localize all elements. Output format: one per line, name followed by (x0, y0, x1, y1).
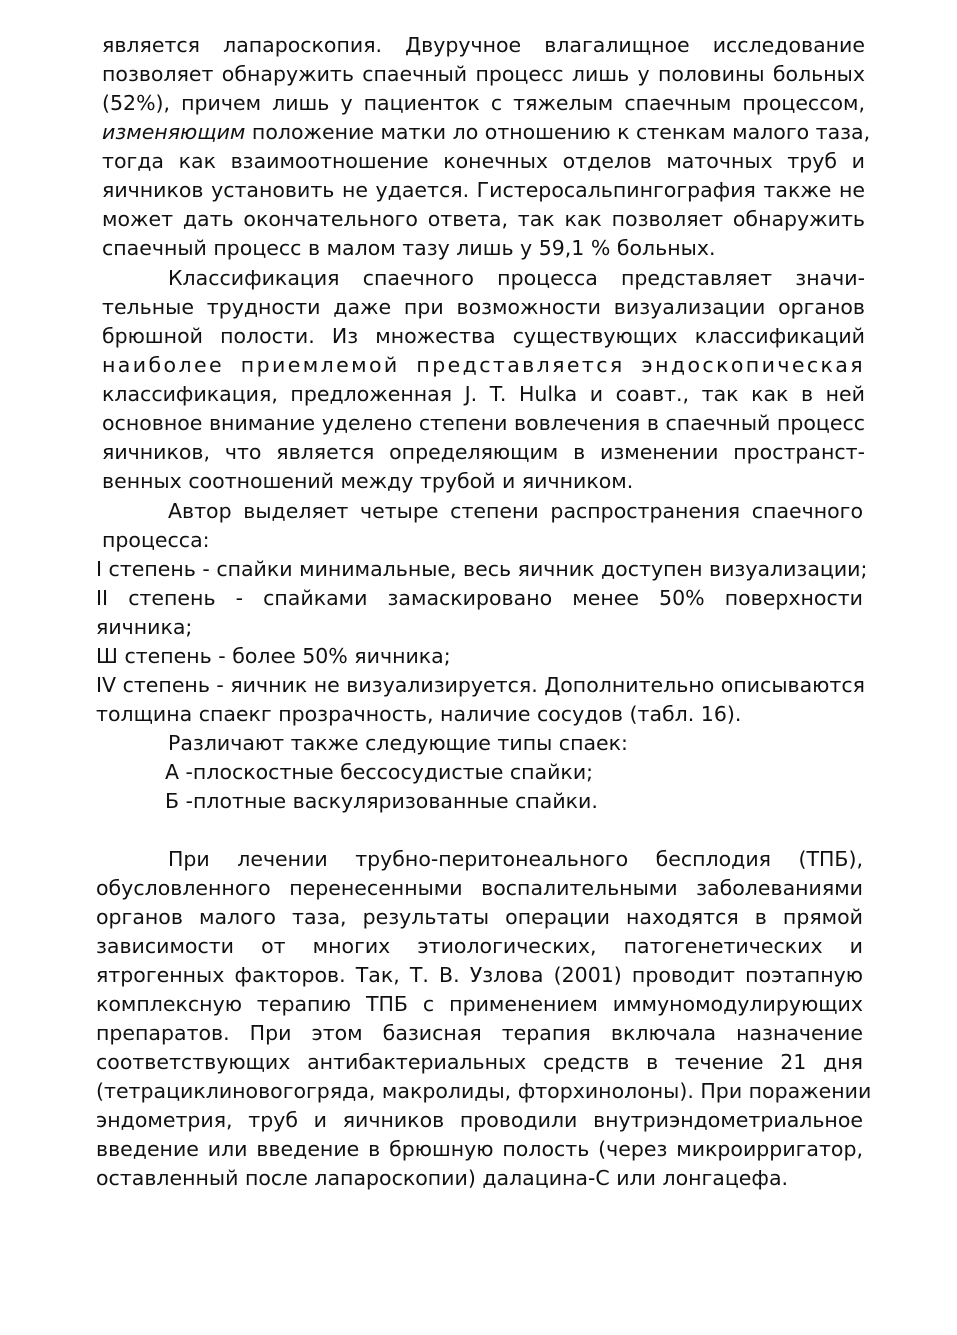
text-line: является лапароскопия. Двуручное влагалищное исследование (102, 33, 865, 57)
text-line: введение или введение в брюшную полость (через микроирригатор, (96, 1137, 863, 1161)
text-line: основное внимание уделено степени вовлечения в спаечный процесс (102, 411, 865, 435)
paragraph-first-line: Классификация спаечного процесса представляет значи- (168, 266, 865, 290)
list-item-type-b: Б -плотные васкуляризованные спайки. (165, 789, 598, 813)
text-line: процесса: (102, 528, 210, 552)
text-line: брюшной полости. Из множества существующих классификаций (102, 324, 865, 348)
text-line: комплексную терапию ТПБ с применением иммуномодулирующих (96, 992, 863, 1016)
text-fragment: положение матки ло отношению к стенкам малого таза, (251, 120, 871, 144)
text-line: классификация, предложенная J. T. Hulka и соавт., так как в ней (102, 382, 865, 406)
text-line: спаечный процесс в малом тазу лишь у 59,1 % больных. (102, 236, 716, 260)
text-line: яичника; (96, 615, 193, 639)
text-line: (52%), причем лишь у пациенток с тяжелым спаечным процессом, (102, 91, 865, 115)
list-item-degree-4: IV степень - яичник не визуализируется. Дополнительно описываются (96, 673, 865, 697)
text-line: позволяет обнаружить спаечный процесс лишь у половины больных (102, 62, 865, 86)
text-line: может дать окончательного ответа, так как позволяет обнаружить (102, 207, 865, 231)
text-line: оставленный после лапароскопии) далацина-С или лонгацефа. (96, 1166, 789, 1190)
text-line: ятрогенных факторов. Так, Т. В. Узлова (2001) проводит поэтапную (96, 963, 863, 987)
text-line: эндометрия, труб и яичников проводили внутриэндометриальное (96, 1108, 863, 1132)
text-line: тельные трудности даже при возможности визуализации органов (102, 295, 865, 319)
text-line: Различают также следующие типы спаек: (168, 731, 628, 755)
text-line-mixed (102, 118, 871, 147)
text-line: тогда как взаимоотношение конечных отделов маточных труб и (102, 149, 865, 173)
text-line: толщина спаекг прозрачность, наличие сосудов (табл. 16). (96, 702, 742, 726)
text-line: органов малого таза, результаты операции находятся в прямой (96, 905, 863, 929)
text-line: яичников установить не удается. Гистеросальпингография также не (102, 178, 865, 202)
list-item-degree-3: Ш степень - более 50% яичника; (96, 644, 451, 668)
text-line: наиболее приемлемой представляется эндоскопическая (102, 353, 865, 377)
paragraph-first-line: При лечении трубно-перитонеального бесплодия (ТПБ), (168, 847, 863, 871)
text-line: яичников, что является определяющим в изменении пространст- (102, 440, 865, 464)
list-item-degree-2: II степень - спайками замаскировано менее 50% поверхности (96, 586, 863, 610)
text-line: соответствующих антибактериальных средств в течение 21 дня (96, 1050, 863, 1074)
text-line: венных соотношений между трубой и яичником. (102, 469, 634, 493)
text-line: обусловленного перенесенными воспалительными заболеваниями (96, 876, 863, 900)
text-line: препаратов. При этом базисная терапия включала назначение (96, 1021, 863, 1045)
paragraph-first-line: Автор выделяет четыре степени распространения спаечного (168, 499, 863, 523)
text-line: (тетрациклиновогогряда, макролиды, фторхинолоны). При поражении (96, 1079, 872, 1103)
list-item-degree-1: I степень - спайки минимальные, весь яичник доступен визуализации; (96, 557, 868, 581)
text-line: зависимости от многих этиологических, патогенетических и (96, 934, 863, 958)
list-item-type-a: А -плоскостные бессосудистые спайки; (165, 760, 594, 784)
italic-word: изменяющим (102, 120, 246, 144)
